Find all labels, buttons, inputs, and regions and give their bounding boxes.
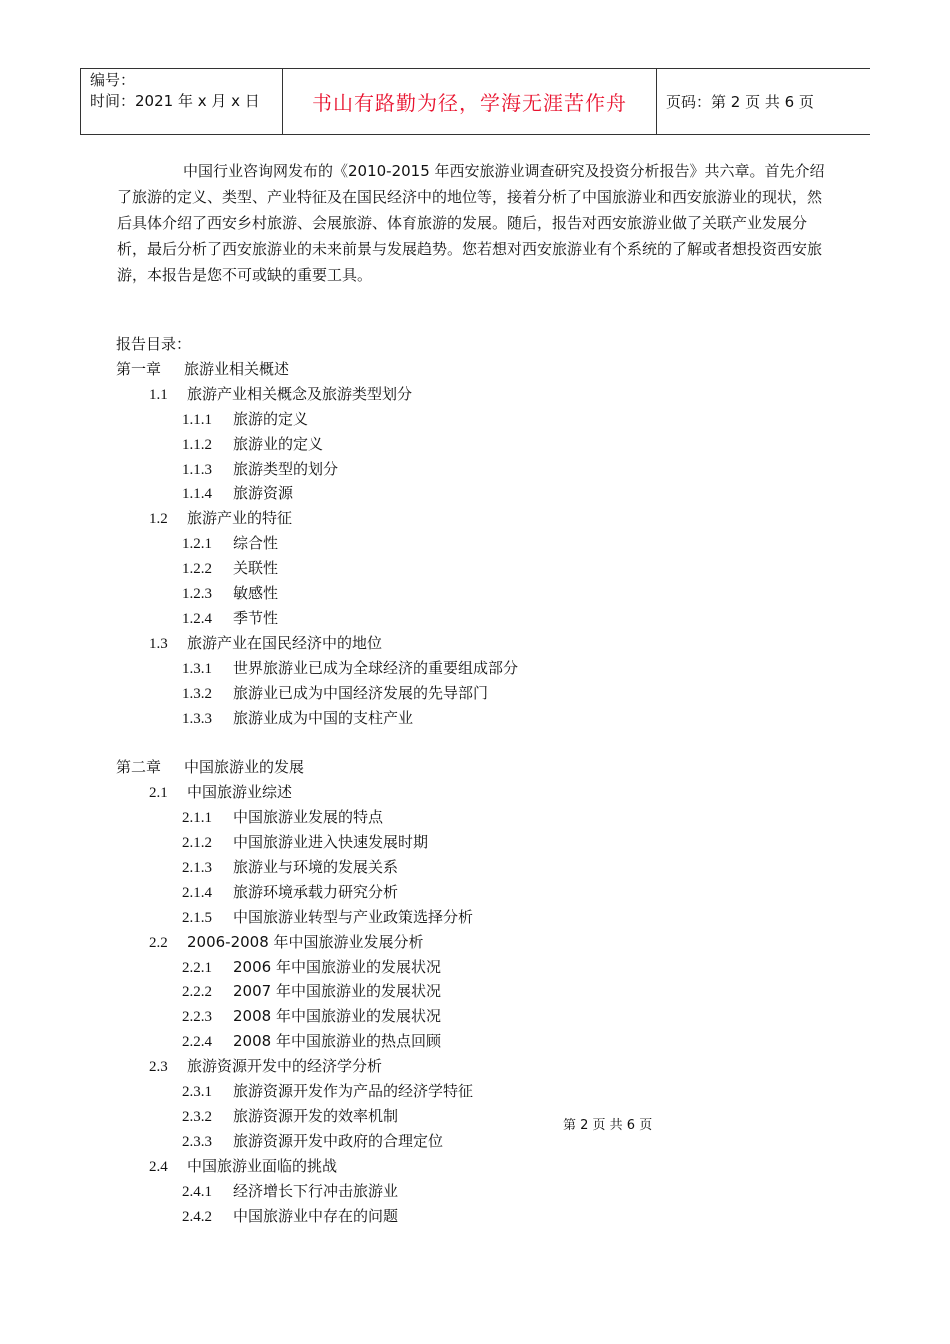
toc-section [149, 384, 412, 405]
motto-text: 书山有路勤为径，学海无涯苦作舟 [312, 91, 627, 115]
section-number: 1.3 [149, 636, 168, 652]
subsection-number: 2.1.1 [182, 810, 212, 826]
subsection-title: 季节性 [233, 609, 279, 627]
subsection-number: 1.2.2 [182, 561, 212, 577]
toc-section [149, 1156, 337, 1177]
subsection-title: 旅游资源开发的效率机制 [233, 1107, 399, 1125]
chapter-label: 第二章 [116, 758, 162, 776]
subsection-number: 1.2.4 [182, 611, 212, 627]
toc-subsection [182, 683, 488, 704]
toc-subsection [182, 708, 413, 729]
toc-subsection [182, 807, 383, 828]
toc-subsection [182, 1081, 473, 1102]
subsection-number: 1.2.1 [182, 536, 212, 552]
intro-paragraph: 中国行业咨询网发布的《2010-2015 年西安旅游业调查研究及投资分析报告》共六章。首先介绍了旅游的定义、类型、产业特征及在国民经济中的地位等，接着分析了中国旅游业和西安旅游业的现状，然后具体介绍了西安乡村旅游、会展旅游、体育旅游的发展。随后，报告对西安旅游业做了关联产业发展分析，最后分析了西安旅游业的未来前景与发展趋势。您若想对西安旅游业有个系统的了解或者想投资西安旅游，本报告是您不可或缺的重要工具。 [117, 162, 825, 284]
subsection-title: 旅游业成为中国的支柱产业 [233, 709, 414, 727]
chapter-title: 中国旅游业的发展 [184, 758, 305, 776]
subsection-title: 中国旅游业中存在的问题 [233, 1207, 399, 1225]
toc-chapter [116, 359, 289, 379]
subsection-title: 旅游业与环境的发展关系 [233, 858, 399, 876]
subsection-number: 2.4.1 [182, 1184, 212, 1200]
subsection-number: 1.2.3 [182, 586, 212, 602]
subsection-title: 旅游环境承载力研究分析 [233, 883, 399, 901]
toc-subsection [182, 1006, 441, 1027]
subsection-title: 中国旅游业转型与产业政策选择分析 [233, 908, 474, 926]
subsection-title: 综合性 [233, 534, 279, 552]
toc-subsection [182, 1181, 398, 1202]
subsection-title: 旅游业的定义 [233, 435, 324, 453]
toc-subsection [182, 907, 473, 928]
toc-subsection [182, 832, 428, 853]
toc-subsection [182, 533, 278, 554]
subsection-title: 旅游的定义 [233, 410, 309, 428]
chapter-title: 旅游业相关概述 [184, 360, 290, 378]
toc-section [149, 508, 292, 529]
subsection-number: 1.1.2 [182, 437, 212, 453]
toc-section [149, 633, 382, 654]
section-number: 2.4 [149, 1159, 168, 1175]
subsection-title: 旅游资源 [233, 484, 294, 502]
subsection-number: 2.1.4 [182, 885, 212, 901]
subsection-title: 2007 年中国旅游业的发展状况 [233, 982, 441, 1000]
subsection-title: 2006 年中国旅游业的发展状况 [233, 958, 441, 976]
section-title: 旅游产业相关概念及旅游类型划分 [187, 385, 413, 403]
subsection-number: 2.1.2 [182, 835, 212, 851]
section-number: 1.1 [149, 387, 168, 403]
toc-subsection [182, 583, 278, 604]
subsection-number: 2.3.2 [182, 1109, 212, 1125]
section-number: 2.2 [149, 935, 168, 951]
subsection-title: 旅游类型的划分 [233, 460, 339, 478]
subsection-title: 关联性 [233, 559, 279, 577]
subsection-title: 2008 年中国旅游业的热点回顾 [233, 1032, 441, 1050]
subsection-number: 2.2.2 [182, 984, 212, 1000]
toc-subsection [182, 1106, 398, 1127]
subsection-title: 中国旅游业发展的特点 [233, 808, 384, 826]
toc-section [149, 932, 424, 953]
section-title: 2006-2008 年中国旅游业发展分析 [187, 933, 424, 951]
subsection-number: 1.1.1 [182, 412, 212, 428]
subsection-title: 中国旅游业进入快速发展时期 [233, 833, 429, 851]
section-number: 2.3 [149, 1059, 168, 1075]
subsection-title: 敏感性 [233, 584, 279, 602]
subsection-number: 2.2.4 [182, 1034, 212, 1050]
toc-subsection [182, 981, 441, 1002]
toc-chapter [116, 757, 304, 777]
toc-subsection [182, 957, 441, 978]
code-label: 编号： [90, 71, 136, 89]
section-title: 中国旅游业面临的挑战 [187, 1157, 338, 1175]
subsection-title: 旅游业已成为中国经济发展的先导部门 [233, 684, 489, 702]
subsection-title: 世界旅游业已成为全球经济的重要组成部分 [233, 659, 519, 677]
toc-subsection [182, 1031, 441, 1052]
subsection-number: 1.3.2 [182, 686, 212, 702]
toc-subsection [182, 1131, 443, 1152]
chapter-label: 第一章 [116, 360, 162, 378]
subsection-number: 2.1.3 [182, 860, 212, 876]
toc-subsection [182, 857, 398, 878]
page-label: 页码：第 2 页 共 6 页 [666, 93, 814, 111]
subsection-title: 2008 年中国旅游业的发展状况 [233, 1007, 441, 1025]
toc-section [149, 782, 292, 803]
toc-subsection [182, 882, 398, 903]
subsection-title: 旅游资源开发作为产品的经济学特征 [233, 1082, 474, 1100]
toc-subsection [182, 608, 278, 629]
subsection-number: 1.3.3 [182, 711, 212, 727]
section-number: 2.1 [149, 785, 168, 801]
subsection-title: 旅游资源开发中政府的合理定位 [233, 1132, 444, 1150]
section-title: 中国旅游业综述 [187, 783, 293, 801]
footer-page-number: 第 2 页 共 6 页 [563, 1118, 653, 1133]
toc-subsection [182, 1206, 398, 1227]
subsection-number: 2.2.3 [182, 1009, 212, 1025]
subsection-number: 1.1.4 [182, 486, 212, 502]
subsection-number: 1.1.3 [182, 462, 212, 478]
subsection-number: 2.3.1 [182, 1084, 212, 1100]
toc-subsection [182, 558, 278, 579]
toc-subsection [182, 409, 308, 430]
toc-subsection [182, 459, 338, 480]
subsection-number: 2.1.5 [182, 910, 212, 926]
section-number: 1.2 [149, 511, 168, 527]
toc-subsection [182, 483, 293, 504]
toc-subsection [182, 658, 518, 679]
toc-title: 报告目录： [116, 335, 192, 353]
subsection-title: 经济增长下行冲击旅游业 [233, 1182, 399, 1200]
subsection-number: 1.3.1 [182, 661, 212, 677]
subsection-number: 2.2.1 [182, 960, 212, 976]
subsection-number: 2.3.3 [182, 1134, 212, 1150]
toc-subsection [182, 434, 323, 455]
toc-section [149, 1056, 382, 1077]
section-title: 旅游产业的特征 [187, 509, 293, 527]
time-label: 时间：2021 年 x 月 x 日 [90, 92, 260, 110]
section-title: 旅游产业在国民经济中的地位 [187, 634, 383, 652]
subsection-number: 2.4.2 [182, 1209, 212, 1225]
section-title: 旅游资源开发中的经济学分析 [187, 1057, 383, 1075]
